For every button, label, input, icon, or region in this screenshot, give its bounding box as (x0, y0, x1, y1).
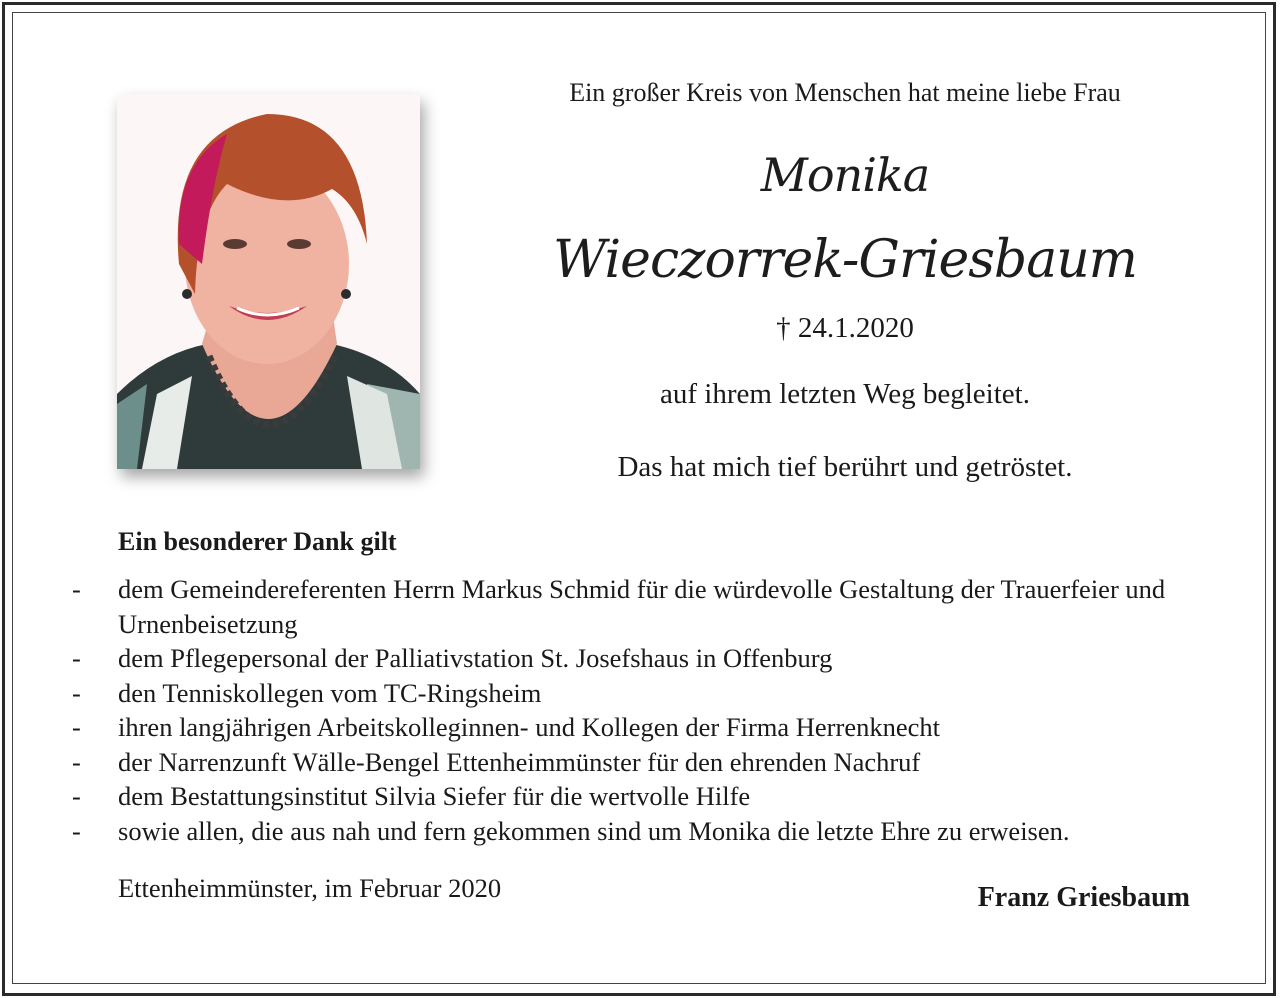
accompanied-text: auf ihrem letzten Weg begleitet. (660, 378, 1030, 410)
bullet-dash: - (72, 677, 81, 708)
bullet-dash: - (72, 815, 81, 846)
list-item (72, 572, 1222, 641)
bullet-dash: - (72, 643, 81, 673)
list-item-text: dem Gemeindereferenten Herrn Markus Schmid für die würdevolle Gestaltung der Trauerfeier und Urnenbeisetzung (118, 574, 1166, 639)
thanks-list (72, 572, 1222, 848)
bullet-dash: - (72, 781, 81, 811)
list-item-text: der Narrenzunft Wälle-Bengel Ettenheimmünster für den ehrenden Nachruf (118, 746, 921, 777)
portrait-photo (117, 94, 420, 469)
first-name: Monika (760, 148, 930, 202)
bullet-dash: - (72, 574, 81, 604)
intro-text: Ein großer Kreis von Menschen hat meine liebe Frau (569, 78, 1121, 107)
comforted-text: Das hat mich tief berührt und getröstet. (617, 451, 1073, 483)
list-item (72, 814, 1222, 849)
signature: Franz Griesbaum (977, 882, 1190, 913)
place-date: Ettenheimmünster, im Februar 2020 (118, 873, 502, 903)
list-item-text: ihren langjährigen Arbeitskolleginnen- und Kollegen der Firma Herrenknecht (118, 712, 940, 742)
list-item-text: dem Bestattungsinstitut Silvia Siefer für die wertvolle Hilfe (118, 781, 751, 811)
list-item (72, 745, 1222, 780)
bullet-dash: - (72, 746, 81, 777)
list-item (72, 779, 1222, 814)
list-item (72, 641, 1222, 676)
death-date: † 24.1.2020 (776, 312, 914, 344)
last-name: Wieczorrek-Griesbaum (553, 230, 1137, 290)
list-item (72, 676, 1222, 711)
list-item-text: sowie allen, die aus nah und fern gekommen sind um Monika die letzte Ehre zu erweisen. (118, 815, 1070, 846)
bullet-dash: - (72, 712, 81, 742)
thanks-heading: Ein besonderer Dank gilt (118, 527, 397, 556)
list-item (72, 710, 1222, 745)
list-item-text: dem Pflegepersonal der Palliativstation St. Josefshaus in Offenburg (118, 643, 833, 673)
list-item-text: den Tenniskollegen vom TC-Ringsheim (118, 677, 542, 708)
